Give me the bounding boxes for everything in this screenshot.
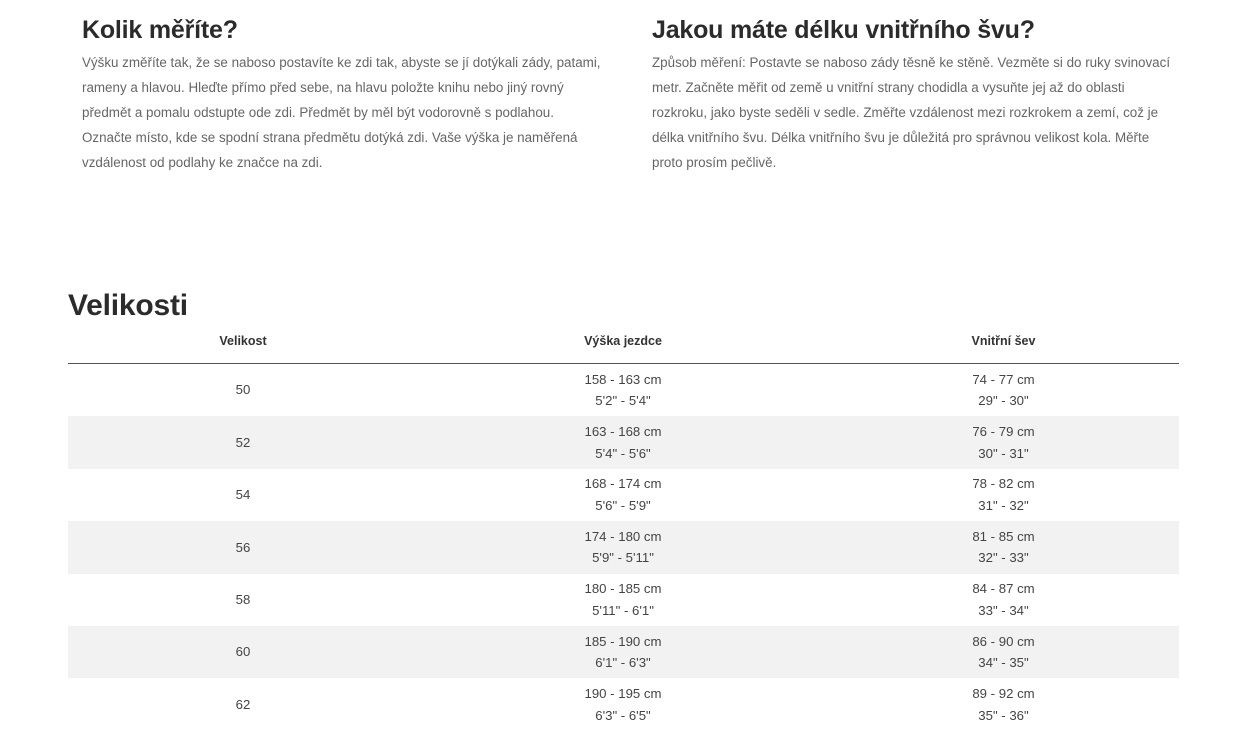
rider-height-cell bbox=[418, 364, 828, 417]
table-row bbox=[68, 678, 1179, 730]
inseam-cm: 78 - 82 cm bbox=[972, 476, 1035, 492]
table-row bbox=[68, 521, 1179, 573]
inseam-in: 33" - 34" bbox=[978, 602, 1029, 618]
height-in: 6'1" - 6'3" bbox=[595, 655, 651, 671]
size-cell: 50 bbox=[235, 382, 251, 398]
table-row bbox=[68, 416, 1179, 468]
inseam-in: 32" - 33" bbox=[978, 550, 1029, 566]
table-row bbox=[68, 469, 1179, 521]
size-table-header-row bbox=[68, 334, 1179, 364]
sizes-title: Velikosti bbox=[68, 289, 188, 322]
inseam-cm: 86 - 90 cm bbox=[972, 633, 1035, 649]
column-header-inseam: Vnitřní šev bbox=[828, 334, 1179, 364]
height-cm: 158 - 163 cm bbox=[584, 371, 662, 387]
column-header-size: Velikost bbox=[68, 334, 418, 364]
size-cell: 60 bbox=[68, 626, 418, 678]
inseam-cell bbox=[828, 678, 1179, 730]
height-in: 5'4" - 5'6" bbox=[595, 445, 651, 461]
size-cell: 52 bbox=[68, 416, 418, 468]
rider-height-cell bbox=[418, 469, 828, 521]
height-cm: 180 - 185 cm bbox=[584, 581, 662, 597]
table-row bbox=[68, 626, 1179, 678]
column-header-rider-height: Výška jezdce bbox=[418, 334, 828, 364]
inseam-in: 31" - 32" bbox=[978, 497, 1029, 513]
height-in: 5'2" - 5'4" bbox=[595, 393, 651, 409]
rider-height-cell bbox=[418, 678, 828, 730]
height-cm: 185 - 190 cm bbox=[584, 633, 662, 649]
rider-height-cell bbox=[418, 626, 828, 678]
inseam-cell bbox=[828, 469, 1179, 521]
inseam-cm: 89 - 92 cm bbox=[972, 686, 1035, 702]
size-cell: 58 bbox=[235, 592, 251, 607]
inseam-cell bbox=[828, 364, 1179, 417]
inseam-cell bbox=[828, 626, 1179, 678]
height-in: 6'3" - 6'5" bbox=[595, 707, 651, 723]
inseam-cm: 84 - 87 cm bbox=[972, 581, 1035, 597]
height-cm: 190 - 195 cm bbox=[584, 686, 662, 702]
height-cm: 168 - 174 cm bbox=[584, 476, 662, 492]
height-in: 5'9" - 5'11" bbox=[592, 550, 654, 566]
height-cm: 163 - 168 cm bbox=[584, 424, 662, 440]
inseam-cm: 74 - 77 cm bbox=[972, 371, 1035, 387]
height-in: 5'6" - 5'9" bbox=[595, 497, 651, 513]
size-cell: 56 bbox=[68, 521, 418, 573]
table-row bbox=[68, 574, 1179, 626]
height-cm: 174 - 180 cm bbox=[584, 528, 662, 544]
table-row bbox=[68, 364, 1179, 417]
inseam-in: 35" - 36" bbox=[978, 707, 1029, 723]
inseam-cm: 76 - 79 cm bbox=[972, 424, 1035, 440]
size-cell: 54 bbox=[235, 487, 251, 503]
inseam-measure-text: Způsob měření: Postavte se naboso zády těsně ke stěně. Vezměte si do ruky svinovací metr. Začněte měřit od země u vnitřní strany chodidla a vysuňte jej až do oblasti rozkroku, jako byste seděli v sedle. Změřte vzdálenost mezi rozkrokem a zemí, což je délka vnitřního švu. Délka vnitřního švu je důležitá pro správnou velikost kola. Měřte proto prosím pečlivě. bbox=[652, 55, 1171, 170]
height-measure-text: Výšku změříte tak, že se naboso postavíte ke zdi tak, abyste se jí dotýkali zády, patami, rameny a hlavou. Hleďte přímo před sebe, na hlavu položte knihu nebo jiný rovný předmět a pomalu odstupte ode zdi. Předmět by měl být vodorovně s podlahou. Označte místo, kde se spodní strana předmětu dotýká zdi. Vaše výška je naměřená vzdálenost od podlahy ke značce na zdi. bbox=[82, 55, 601, 170]
inseam-in: 34" - 35" bbox=[978, 655, 1029, 671]
rider-height-cell bbox=[418, 521, 828, 573]
sizes-section bbox=[68, 286, 1179, 731]
inseam-cell bbox=[828, 574, 1179, 626]
rider-height-cell bbox=[418, 416, 828, 468]
inseam-cell bbox=[828, 416, 1179, 468]
size-cell: 62 bbox=[235, 696, 251, 712]
rider-height-cell bbox=[418, 574, 828, 626]
size-table bbox=[68, 334, 1179, 731]
inseam-measure-title: Jakou máte délku vnitřního švu? bbox=[652, 16, 1035, 44]
inseam-in: 29" - 30" bbox=[978, 393, 1029, 409]
height-measure-section bbox=[82, 14, 602, 175]
height-in: 5'11" - 6'1" bbox=[592, 602, 654, 618]
inseam-measure-section bbox=[652, 14, 1172, 175]
inseam-cm: 81 - 85 cm bbox=[972, 528, 1035, 544]
height-measure-title: Kolik měříte? bbox=[82, 16, 238, 44]
inseam-cell bbox=[828, 521, 1179, 573]
inseam-in: 30" - 31" bbox=[978, 445, 1029, 461]
